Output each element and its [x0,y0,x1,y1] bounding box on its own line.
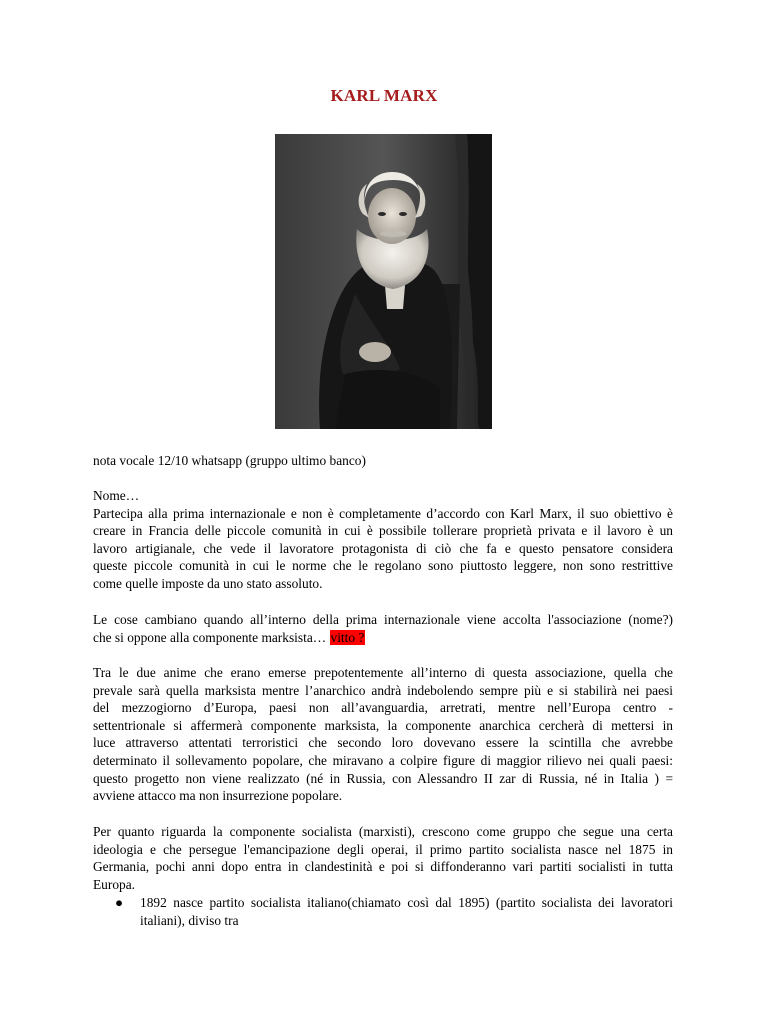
portrait-photo [275,134,492,429]
para3-line-1: Tra le due anime che erano emerse prepotentemente all’interno di questa associazione, quella che [93,665,673,680]
note-text: nota vocale 12/10 whatsapp (gruppo ultimo banco) [93,453,366,468]
paragraph-2 [93,611,673,646]
bullet1-line-1: 1892 nasce partito socialista italiano(chiamato così dal 1895) (partito socialista dei lavoratori [140,895,673,910]
document-title: KARL MARX [330,86,438,105]
para3-line-4: settentrionale si affermerà componente marksista, la componente anarchica cercherà di mettersi in [93,717,673,733]
para4-line-1: Per quanto riguarda la componente socialista (marxisti), crescono come gruppo che segue una certa [93,824,673,839]
para2-line-2-text: che si oppone alla componente marksista… [93,629,327,645]
para1-line-1: Partecipa alla prima internazionale e non è completamente d’accordo con Karl Marx, il suo obiettivo è [93,505,673,521]
para3-line-6: determinato il sollevamento popolare, che miravano a colpire figure di maggior rilievo nei quali paesi: [93,752,673,768]
para1-line-2: creare in Francia delle piccole comunità in cui è possibile tollerare proprietà privata e il lavoro è un [93,523,673,539]
bullet-icon: ● [115,895,124,910]
para2-line-1: Le cose cambiano quando all’interno della prima internazionale viene accolta l'associazione (nome?) [93,612,673,627]
para1-line-3: lavoro artigianale, che vede il lavoratore protagonista di ciò che fa e questo pensatore considera [93,540,673,556]
para3-line-7: questo progetto non viene realizzato (né in Russia, con Alessandro II zar di Russia, né in Italia ) = [93,770,673,786]
name-text: Nome… [93,488,140,503]
paragraph-name [93,487,673,593]
para4-line-2: ideologia e che persegue l'emancipazione degli operai, il primo partito socialista nasce nel 1875 in [93,841,673,857]
para1-line-5: come quelle imposte da uno stato assoluto. [93,575,323,591]
paragraph-3 [93,664,673,805]
para3-line-2: prevale sarà quella marksista mentre l’anarchico andrà indebolendo sempre più e si stabilirà nei paesi [93,682,673,698]
paragraph-4 [93,823,673,893]
para3-line-5: luce attraverso attentati terroristici che secondo loro dovevano essere la scintilla che avrebbe [93,735,673,751]
list-item [115,894,673,929]
para4-line-4: Europa. [93,876,136,892]
bullet-list [115,894,673,929]
para2-line-2 [93,629,673,647]
para3-line-3: del mezzogiorno d’Europa, paesi non all’avanguardia, arretrati, mentre nell’Europa centro - [93,700,673,716]
para1-line-4: queste piccole comunità in cui le norme che le regolano sono piuttosto leggere, non sono restrittive [93,558,673,574]
highlighted-question: vitto ? [330,629,365,645]
bullet1-line-2: italiani), diviso tra [140,912,239,928]
para4-line-3: Germania, pochi anni dopo entra in clandestinità e poi si diffonderanno vari partiti socialisti in tutta [93,859,673,875]
note-line [93,452,673,470]
para3-line-8: avviene attacco ma non insurrezione popolare. [93,788,343,804]
